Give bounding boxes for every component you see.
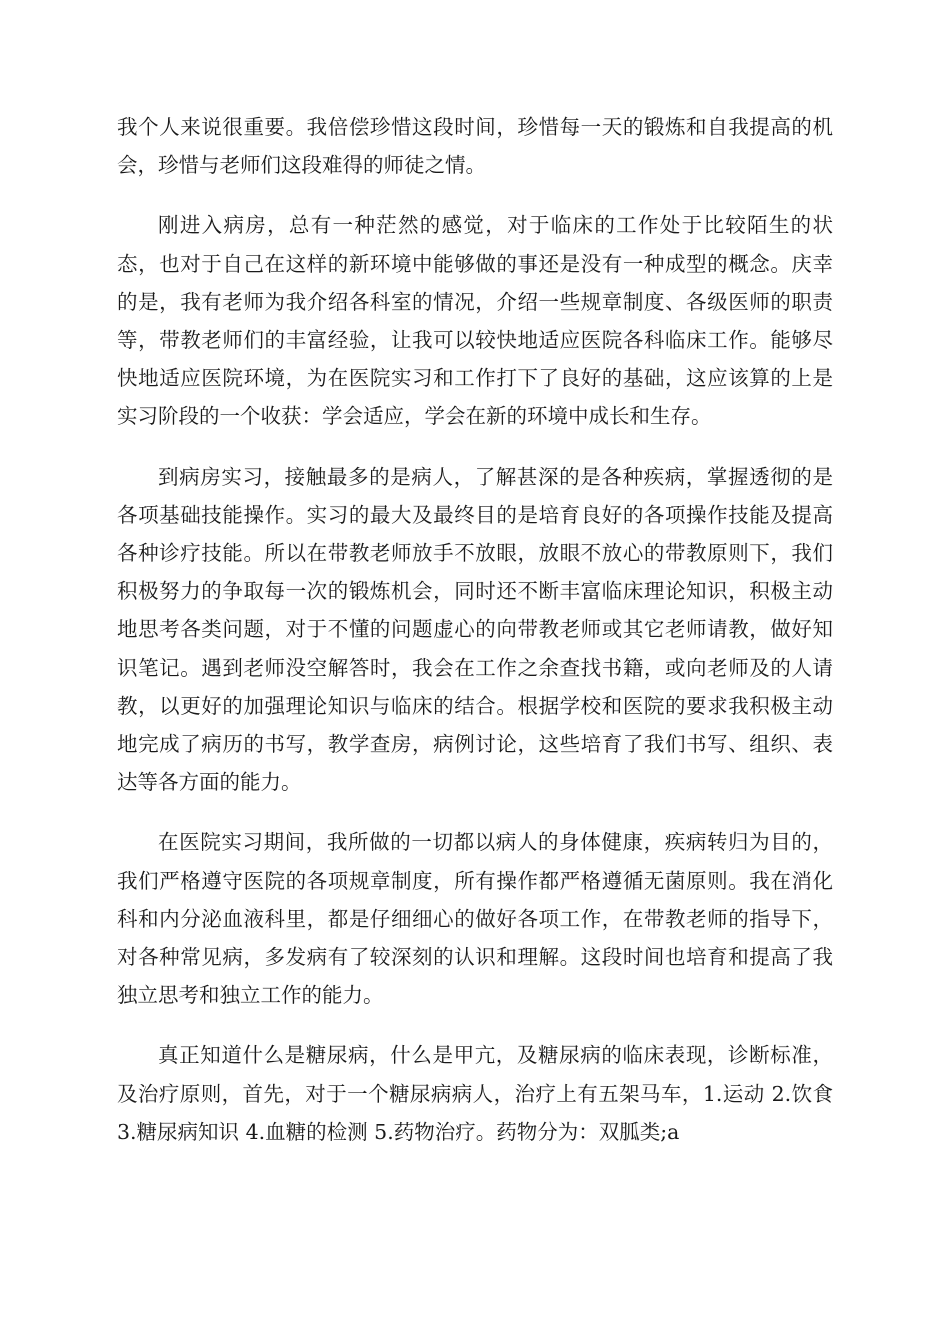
paragraph-5: 真正知道什么是糖尿病，什么是甲亢，及糖尿病的临床表现，诊断标准，及治疗原则，首先，对于一个糖尿病病人，治疗上有五架马车，1.运动 2.饮食 3.糖尿病知识 4.血糖的检测 5.药物治疗。药物分为：双胍类;a [117, 1043, 833, 1144]
paragraph-2: 刚进入病房，总有一种茫然的感觉，对于临床的工作处于比较陌生的状态，也对于自己在这样的新环境中能够做的事还是没有一种成型的概念。庆幸的是，我有老师为我介绍各科室的情况，介绍一些规章制度、各级医师的职责等，带教老师们的丰富经验，让我可以较快地适应医院各科临床工作。能够尽快地适应医院环境，为在医院实习和工作打下了良好的基础，这应该算的上是实习阶段的一个收获：学会适应，学会在新的环境中成长和生存。 [117, 213, 833, 429]
paragraph-1: 我个人来说很重要。我倍偿珍惜这段时间，珍惜每一天的锻炼和自我提高的机会，珍惜与老师们这段难得的师徒之情。 [117, 115, 833, 178]
paragraph-4: 在医院实习期间，我所做的一切都以病人的身体健康，疾病转归为目的，我们严格遵守医院的各项规章制度，所有操作都严格遵循无菌原则。我在消化科和内分泌血液科里，都是仔细细心的做好各项工作，在带教老师的指导下，对各种常见病，多发病有了较深刻的认识和理解。这段时间也培育和提高了我独立思考和独立工作的能力。 [117, 830, 833, 1008]
document-body [117, 108, 833, 1151]
paragraph-3: 到病房实习，接触最多的是病人，了解甚深的是各种疾病，掌握透彻的是各项基础技能操作。实习的最大及最终目的是培育良好的各项操作技能及提高各种诊疗技能。所以在带教老师放手不放眼，放眼不放心的带教原则下，我们积极努力的争取每一次的锻炼机会，同时还不断丰富临床理论知识，积极主动地思考各类问题，对于不懂的问题虚心的向带教老师或其它老师请教，做好知识笔记。遇到老师没空解答时，我会在工作之余查找书籍，或向老师及的人请教，以更好的加强理论知识与临床的结合。根据学校和医院的要求我积极主动地完成了病历的书写，教学查房，病例讨论，这些培育了我们书写、组织、表达等各方面的能力。 [117, 464, 833, 795]
